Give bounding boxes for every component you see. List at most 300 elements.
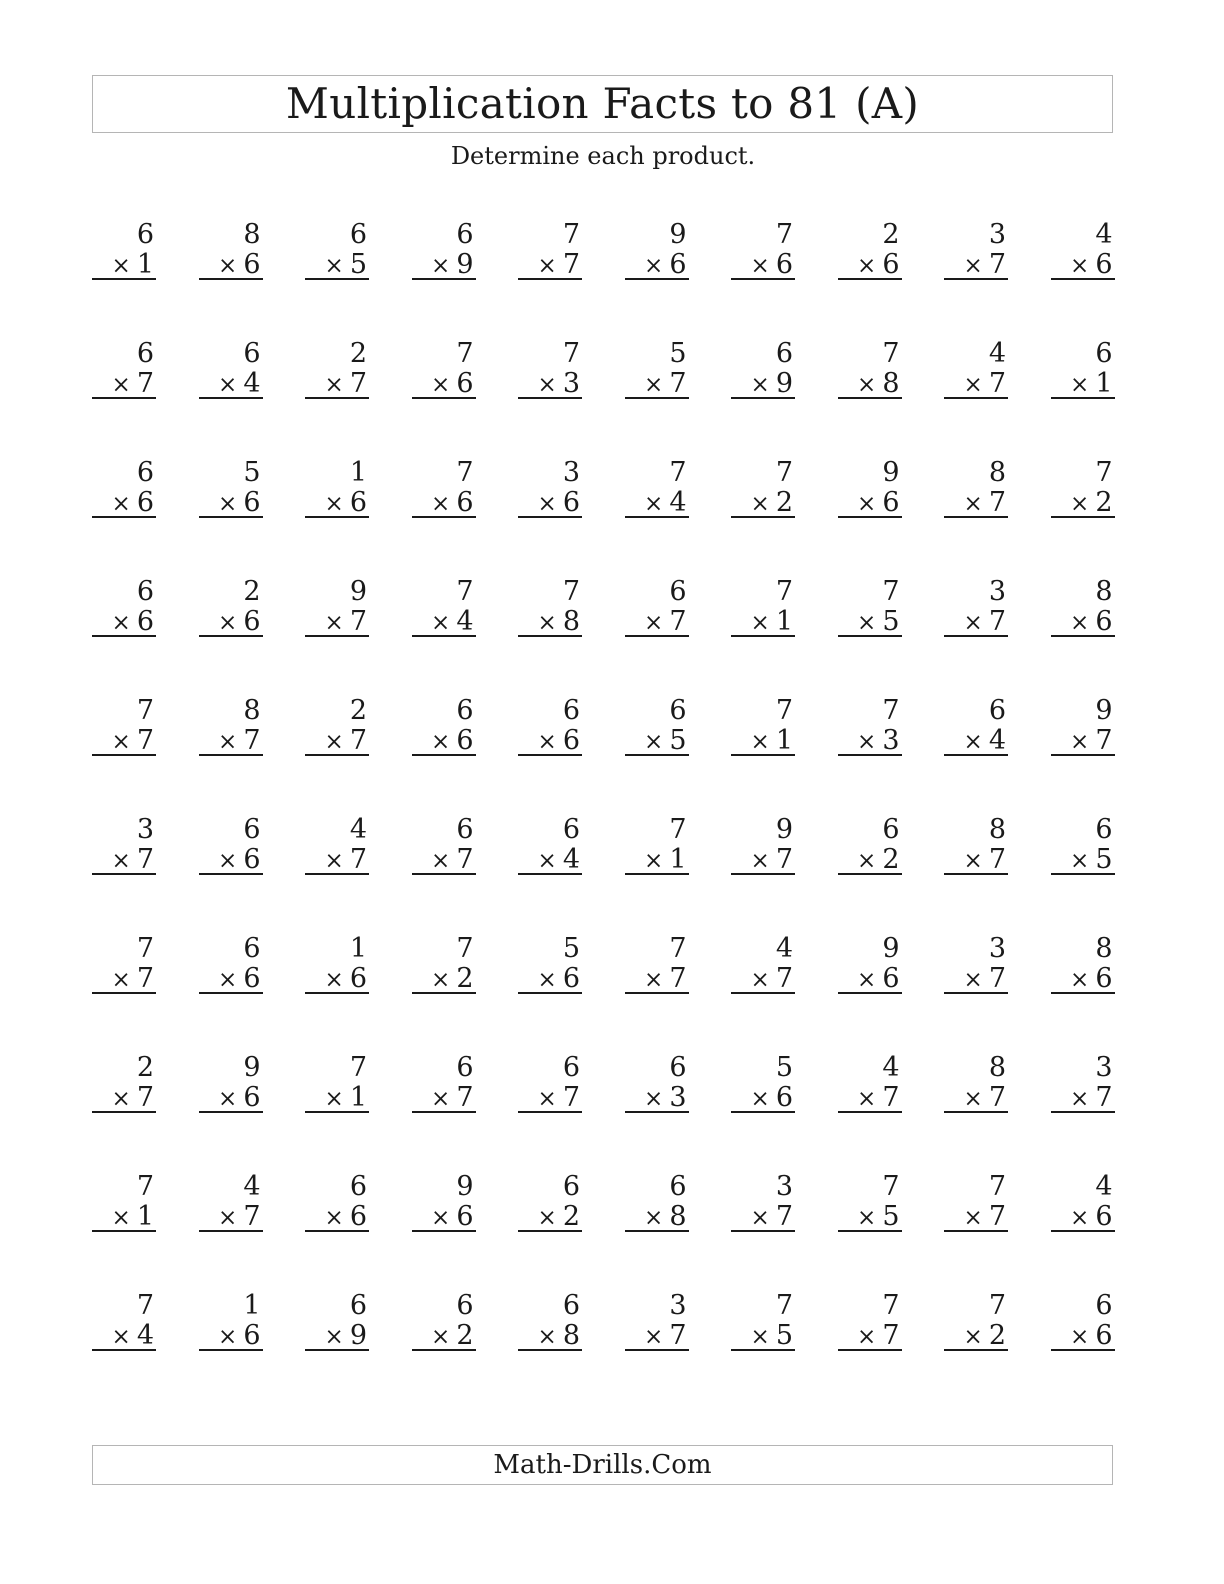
multiplier: 7 (988, 487, 1006, 518)
multiplier-line (92, 488, 156, 516)
multiplier: 2 (988, 1320, 1006, 1351)
multiply-sign: × (1070, 1324, 1090, 1350)
multiplicand: 7 (136, 1290, 154, 1321)
problem (731, 1170, 795, 1232)
multiplier-line (731, 488, 795, 516)
multiplicand: 6 (562, 814, 580, 845)
multiplier-line (518, 726, 582, 754)
multiplier: 5 (669, 725, 687, 756)
multiplier: 7 (562, 249, 580, 280)
multiplier: 6 (1095, 606, 1113, 637)
problem (412, 218, 476, 280)
multiplier-line (838, 845, 902, 873)
multiplier-line (199, 250, 263, 278)
multiply-sign: × (963, 491, 983, 517)
multiplicand: 5 (775, 1052, 793, 1083)
problem (199, 456, 263, 518)
multiply-sign: × (324, 253, 344, 279)
problem (412, 337, 476, 399)
multiplier: 6 (775, 249, 793, 280)
multiply-sign: × (111, 729, 131, 755)
multiplicand: 6 (1095, 1290, 1113, 1321)
multiplicand: 8 (243, 695, 261, 726)
problem (92, 456, 156, 518)
multiplier: 6 (349, 1201, 367, 1232)
instructions: Determine each product. (450, 142, 756, 170)
multiplier-line (944, 1202, 1008, 1230)
problem (305, 813, 369, 875)
problem (199, 1051, 263, 1113)
multiply-sign: × (750, 967, 770, 993)
problem (305, 694, 369, 756)
multiply-sign: × (537, 967, 557, 993)
problem (838, 218, 902, 280)
multiply-sign: × (431, 372, 451, 398)
multiply-sign: × (857, 372, 877, 398)
multiplier: 6 (1095, 249, 1113, 280)
problem (199, 218, 263, 280)
title-box (92, 75, 1113, 133)
multiply-sign: × (963, 1324, 983, 1350)
multiplicand: 6 (456, 1052, 474, 1083)
problem (944, 932, 1008, 994)
problem (92, 694, 156, 756)
problem (838, 456, 902, 518)
multiplicand: 4 (1095, 1171, 1113, 1202)
multiply-sign: × (857, 1205, 877, 1231)
multiplier: 1 (349, 1082, 367, 1113)
multiply-sign: × (750, 253, 770, 279)
multiplicand: 6 (1095, 814, 1113, 845)
multiplier-line (1051, 1083, 1115, 1111)
multiplier-line (518, 369, 582, 397)
multiply-sign: × (857, 610, 877, 636)
multiplier: 3 (882, 725, 900, 756)
multiplier-line (731, 607, 795, 635)
multiplier-line (731, 1202, 795, 1230)
multiplicand: 1 (349, 457, 367, 488)
multiply-sign: × (1070, 1086, 1090, 1112)
multiplicand: 3 (1095, 1052, 1113, 1083)
multiply-sign: × (1070, 967, 1090, 993)
multiplicand: 6 (669, 1171, 687, 1202)
multiplier-line (731, 1083, 795, 1111)
multiplicand: 6 (136, 576, 154, 607)
multiply-sign: × (750, 491, 770, 517)
multiply-sign: × (111, 1324, 131, 1350)
multiplier-line (412, 1202, 476, 1230)
multiplier: 7 (988, 249, 1006, 280)
multiply-sign: × (324, 967, 344, 993)
problem (412, 694, 476, 756)
problem (625, 1051, 689, 1113)
problem (625, 1170, 689, 1232)
multiply-sign: × (537, 372, 557, 398)
multiplier-line (412, 1321, 476, 1349)
multiplicand: 5 (243, 457, 261, 488)
multiply-sign: × (218, 729, 238, 755)
problem (92, 337, 156, 399)
multiplier: 8 (669, 1201, 687, 1232)
multiplier-line (305, 1321, 369, 1349)
multiplier: 6 (775, 1082, 793, 1113)
multiply-sign: × (963, 729, 983, 755)
multiplier-line (305, 250, 369, 278)
multiply-sign: × (431, 1205, 451, 1231)
problem (838, 337, 902, 399)
multiplier: 6 (349, 487, 367, 518)
multiplier: 3 (562, 368, 580, 399)
multiplicand: 3 (669, 1290, 687, 1321)
multiplier-line (944, 964, 1008, 992)
multiplicand: 6 (562, 695, 580, 726)
multiplier: 1 (775, 725, 793, 756)
multiplier: 6 (136, 606, 154, 637)
multiplier: 7 (349, 844, 367, 875)
multiply-sign: × (1070, 253, 1090, 279)
multiplier-line (305, 1083, 369, 1111)
multiplier-line (731, 845, 795, 873)
multiplier: 1 (136, 1201, 154, 1232)
multiply-sign: × (537, 1205, 557, 1231)
multiplier: 7 (988, 844, 1006, 875)
multiplier: 5 (349, 249, 367, 280)
multiplicand: 4 (1095, 219, 1113, 250)
problem (731, 575, 795, 637)
problem (1051, 337, 1115, 399)
multiply-sign: × (963, 253, 983, 279)
multiplier-line (1051, 1321, 1115, 1349)
multiplicand: 4 (349, 814, 367, 845)
problem (92, 1051, 156, 1113)
multiplicand: 6 (882, 814, 900, 845)
problem (944, 218, 1008, 280)
multiplicand: 7 (562, 219, 580, 250)
multiplier-line (625, 488, 689, 516)
problem (1051, 1051, 1115, 1113)
multiplicand: 7 (456, 338, 474, 369)
multiplicand: 6 (243, 814, 261, 845)
multiplier-line (305, 1202, 369, 1230)
multiplier: 7 (988, 963, 1006, 994)
multiply-sign: × (218, 1086, 238, 1112)
multiplier-line (199, 1202, 263, 1230)
multiplicand: 7 (775, 219, 793, 250)
multiplicand: 3 (988, 576, 1006, 607)
multiply-sign: × (431, 491, 451, 517)
multiplier: 7 (243, 1201, 261, 1232)
multiply-sign: × (537, 491, 557, 517)
multiplicand: 3 (136, 814, 154, 845)
multiply-sign: × (857, 1086, 877, 1112)
multiplicand: 3 (988, 219, 1006, 250)
multiply-sign: × (111, 1086, 131, 1112)
multiplier: 6 (243, 606, 261, 637)
footer-text: Math-Drills.Com (493, 1450, 712, 1480)
multiplier: 6 (136, 487, 154, 518)
multiplier: 8 (562, 1320, 580, 1351)
problem (625, 218, 689, 280)
multiplier: 7 (1095, 1082, 1113, 1113)
multiplier-line (625, 845, 689, 873)
multiply-sign: × (1070, 372, 1090, 398)
multiplier: 7 (882, 1082, 900, 1113)
multiplier-line (1051, 964, 1115, 992)
problem (838, 1289, 902, 1351)
multiplicand: 7 (456, 933, 474, 964)
multiplier-line (412, 369, 476, 397)
multiplicand: 8 (1095, 933, 1113, 964)
multiplicand: 6 (562, 1290, 580, 1321)
problem (92, 813, 156, 875)
multiplicand: 4 (775, 933, 793, 964)
multiplier: 7 (988, 368, 1006, 399)
multiplier-line (838, 1083, 902, 1111)
multiply-sign: × (111, 491, 131, 517)
multiply-sign: × (218, 372, 238, 398)
multiplier: 6 (243, 844, 261, 875)
problem (944, 694, 1008, 756)
multiplier-line (92, 607, 156, 635)
multiplicand: 6 (669, 695, 687, 726)
multiplier: 5 (882, 1201, 900, 1232)
problem (1051, 1170, 1115, 1232)
multiplier: 7 (349, 368, 367, 399)
multiply-sign: × (1070, 491, 1090, 517)
multiplier-line (1051, 607, 1115, 635)
multiplier-line (625, 607, 689, 635)
problem (731, 694, 795, 756)
multiplicand: 9 (243, 1052, 261, 1083)
multiplicand: 7 (882, 695, 900, 726)
multiplier-line (731, 964, 795, 992)
multiplier-line (838, 369, 902, 397)
multiplier-line (838, 488, 902, 516)
problem (1051, 813, 1115, 875)
multiplicand: 9 (775, 814, 793, 845)
multiplicand: 3 (988, 933, 1006, 964)
problem (1051, 218, 1115, 280)
multiply-sign: × (644, 1324, 664, 1350)
multiplier: 6 (243, 963, 261, 994)
multiplier: 7 (136, 963, 154, 994)
multiplicand: 7 (562, 338, 580, 369)
multiplier: 7 (562, 1082, 580, 1113)
multiplier: 4 (669, 487, 687, 518)
multiplier-line (1051, 488, 1115, 516)
multiplicand: 7 (1095, 457, 1113, 488)
problem (944, 337, 1008, 399)
multiplier-line (305, 488, 369, 516)
multiplier-line (92, 845, 156, 873)
multiply-sign: × (324, 610, 344, 636)
multiplier-line (518, 964, 582, 992)
multiplier-line (305, 726, 369, 754)
multiplier-line (944, 1083, 1008, 1111)
multiplier: 1 (775, 606, 793, 637)
multiplier-line (625, 369, 689, 397)
multiplicand: 6 (1095, 338, 1113, 369)
multiplier: 7 (988, 1082, 1006, 1113)
multiplier: 7 (136, 844, 154, 875)
problem (518, 1051, 582, 1113)
multiply-sign: × (324, 729, 344, 755)
problem (518, 932, 582, 994)
multiplicand: 9 (882, 457, 900, 488)
problem (731, 932, 795, 994)
multiply-sign: × (111, 1205, 131, 1231)
problem (199, 337, 263, 399)
multiplier-line (731, 1321, 795, 1349)
multiplicand: 6 (243, 933, 261, 964)
multiplicand: 6 (349, 1171, 367, 1202)
multiplier: 8 (562, 606, 580, 637)
multiplicand: 7 (775, 695, 793, 726)
multiplier-line (625, 1321, 689, 1349)
multiplier: 7 (136, 725, 154, 756)
problem (518, 575, 582, 637)
problem (199, 694, 263, 756)
multiplicand: 6 (136, 219, 154, 250)
multiplicand: 6 (456, 1290, 474, 1321)
multiplicand: 6 (136, 338, 154, 369)
multiply-sign: × (537, 1086, 557, 1112)
problem (199, 1289, 263, 1351)
multiply-sign: × (218, 1205, 238, 1231)
multiplier: 7 (136, 368, 154, 399)
problem (944, 456, 1008, 518)
multiply-sign: × (963, 372, 983, 398)
multiply-sign: × (111, 372, 131, 398)
multiplicand: 5 (669, 338, 687, 369)
multiplier: 2 (456, 1320, 474, 1351)
multiplier: 1 (1095, 368, 1113, 399)
multiplier-line (625, 726, 689, 754)
problem (518, 218, 582, 280)
problem (625, 694, 689, 756)
multiplicand: 7 (988, 1171, 1006, 1202)
multiplicand: 7 (669, 933, 687, 964)
multiply-sign: × (324, 1086, 344, 1112)
multiplicand: 4 (882, 1052, 900, 1083)
multiplicand: 8 (1095, 576, 1113, 607)
multiplier-line (412, 726, 476, 754)
multiplicand: 8 (988, 814, 1006, 845)
multiplier-line (412, 488, 476, 516)
problem (518, 694, 582, 756)
multiplier: 6 (669, 249, 687, 280)
multiply-sign: × (111, 253, 131, 279)
multiplier: 6 (1095, 1320, 1113, 1351)
multiplier-line (92, 1202, 156, 1230)
multiplier: 7 (456, 1082, 474, 1113)
multiply-sign: × (644, 253, 664, 279)
multiplier: 7 (882, 1320, 900, 1351)
problem (92, 575, 156, 637)
multiplier: 5 (1095, 844, 1113, 875)
multiplier-line (838, 607, 902, 635)
multiplicand: 9 (349, 576, 367, 607)
problem (1051, 694, 1115, 756)
problem (518, 1170, 582, 1232)
multiplicand: 7 (775, 457, 793, 488)
problem (944, 575, 1008, 637)
multiplier-line (412, 964, 476, 992)
problem (518, 456, 582, 518)
footer-box (92, 1445, 1113, 1485)
problem (625, 813, 689, 875)
multiply-sign: × (537, 848, 557, 874)
multiply-sign: × (111, 848, 131, 874)
multiplier: 7 (775, 844, 793, 875)
multiplier-line (625, 964, 689, 992)
problem (731, 1051, 795, 1113)
multiplicand: 6 (669, 1052, 687, 1083)
multiply-sign: × (644, 372, 664, 398)
multiply-sign: × (431, 729, 451, 755)
multiplier: 6 (562, 963, 580, 994)
problem (731, 456, 795, 518)
problem (92, 218, 156, 280)
multiplier-line (731, 369, 795, 397)
multiplicand: 9 (456, 1171, 474, 1202)
multiplier-line (944, 726, 1008, 754)
multiply-sign: × (750, 1324, 770, 1350)
problem (731, 813, 795, 875)
multiplier: 1 (136, 249, 154, 280)
multiply-sign: × (431, 1324, 451, 1350)
multiplier-line (838, 1321, 902, 1349)
multiplicand: 7 (775, 1290, 793, 1321)
multiplicand: 6 (988, 695, 1006, 726)
multiply-sign: × (644, 610, 664, 636)
multiplicand: 3 (562, 457, 580, 488)
multiplier-line (1051, 1202, 1115, 1230)
multiplier: 6 (1095, 963, 1113, 994)
multiplier-line (92, 250, 156, 278)
multiplicand: 6 (349, 219, 367, 250)
multiplier: 2 (775, 487, 793, 518)
multiplier: 9 (349, 1320, 367, 1351)
multiplicand: 1 (243, 1290, 261, 1321)
multiply-sign: × (644, 491, 664, 517)
multiply-sign: × (963, 1205, 983, 1231)
multiply-sign: × (537, 610, 557, 636)
multiply-sign: × (644, 1205, 664, 1231)
multiply-sign: × (218, 491, 238, 517)
problem (412, 932, 476, 994)
multiplier-line (625, 250, 689, 278)
problem (92, 1289, 156, 1351)
multiplicand: 7 (456, 457, 474, 488)
multiplier-line (944, 369, 1008, 397)
multiplicand: 4 (988, 338, 1006, 369)
multiplier: 7 (775, 963, 793, 994)
multiply-sign: × (431, 1086, 451, 1112)
multiplier: 6 (456, 1201, 474, 1232)
multiply-sign: × (537, 1324, 557, 1350)
page-title: Multiplication Facts to 81 (A) (285, 79, 920, 128)
multiplier-line (1051, 726, 1115, 754)
multiplier: 5 (882, 606, 900, 637)
multiplier-line (199, 964, 263, 992)
multiplier: 1 (669, 844, 687, 875)
multiplier: 7 (136, 1082, 154, 1113)
multiply-sign: × (1070, 729, 1090, 755)
multiply-sign: × (750, 372, 770, 398)
multiplier-line (199, 845, 263, 873)
problem (412, 456, 476, 518)
